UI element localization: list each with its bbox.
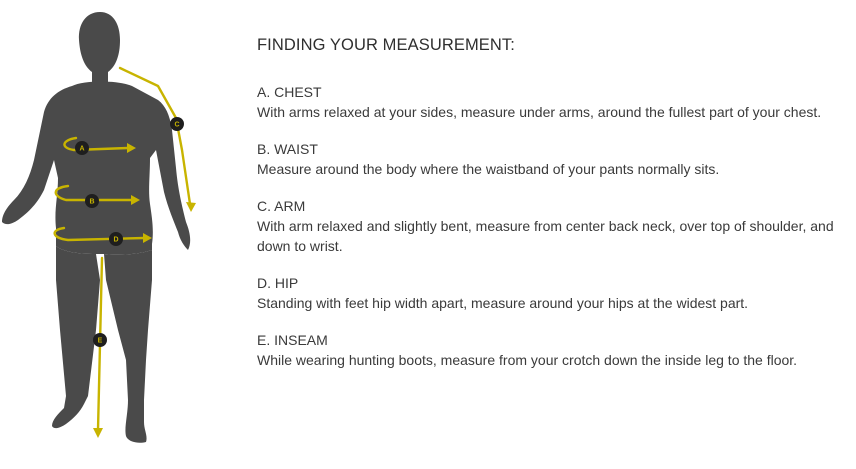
section-chest [257, 82, 847, 122]
marker-e [93, 333, 107, 347]
svg-text:C: C [174, 121, 180, 129]
body-silhouette-illustration [0, 0, 230, 469]
section-waist [257, 139, 847, 179]
section-description: Standing with feet hip width apart, measure around your hips at the widest part. [257, 295, 749, 311]
marker-a [75, 141, 89, 155]
section-description: While wearing hunting boots, measure from your crotch down the inside leg to the floor. [257, 352, 798, 368]
svg-text:A: A [79, 145, 85, 153]
section-description: Measure around the body where the waistband of your pants normally sits. [257, 161, 720, 177]
measurement-guide [257, 33, 847, 387]
marker-d [109, 232, 123, 246]
silhouette [2, 12, 190, 443]
section-description: With arm relaxed and slightly bent, measure from center back neck, over top of shoulder, and down to wrist. [257, 218, 834, 254]
section-heading: B. WAIST [257, 141, 318, 157]
marker-c [170, 117, 184, 131]
svg-text:B: B [89, 198, 95, 206]
svg-text:E: E [97, 337, 103, 345]
section-hip [257, 273, 847, 313]
section-heading: A. CHEST [257, 84, 322, 100]
marker-b [85, 194, 99, 208]
section-heading: E. INSEAM [257, 332, 328, 348]
page-title: FINDING YOUR MEASUREMENT: [257, 36, 515, 54]
arm-arrow-icon [186, 202, 196, 212]
section-inseam [257, 330, 847, 370]
inseam-arrow-icon [93, 428, 103, 438]
svg-text:D: D [113, 236, 119, 244]
section-description: With arms relaxed at your sides, measure under arms, around the fullest part of your chest. [257, 104, 822, 120]
body-figure [0, 0, 230, 469]
section-arm [257, 196, 847, 256]
section-heading: D. HIP [257, 275, 299, 291]
section-heading: C. ARM [257, 198, 306, 214]
